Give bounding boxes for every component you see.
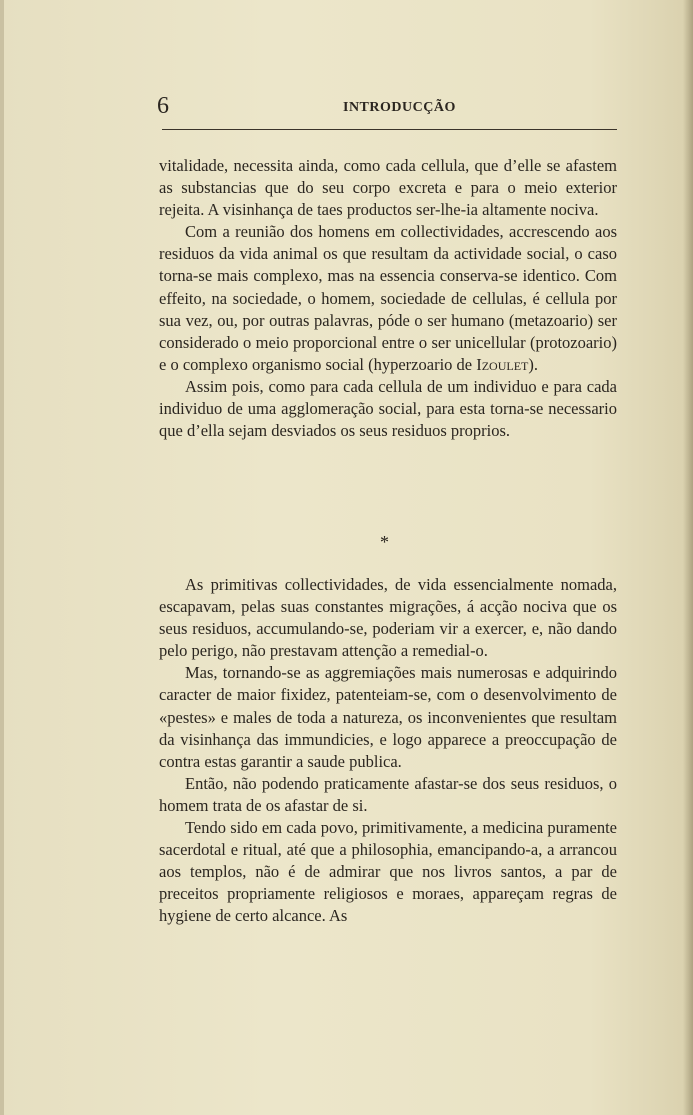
paragraph-entao: Então, não podendo praticamente afastar-se dos seus residuos, o homem trata de os afastar de si. xyxy=(159,773,617,815)
paragraph-assim-pois: Assim pois, como para cada cellula de um individuo e para cada individuo de uma agglomeração social, para esta torna-se necessario que d’ella sejam desviados os seus residuos proprios. xyxy=(159,376,617,441)
paragraph-collectividades-text: Com a reunião dos homens em collectividades, accrescendo aos residuos da vida animal os que resultam da actividade social, o caso torna-se mais complexo, mas na essencia conserva-se identico. Com effeito, na sociedade, o homem, sociedade de cellulas, é cellula por sua vez, ou, por outras palavras, póde o ser humano (metazoario) ser considerado o meio proporcional entre o ser unicellular (protozoario) e o complexo organismo social (hyperzoario de xyxy=(159,222,617,374)
running-head: INTRODUCÇÃO xyxy=(343,100,456,115)
paragraph-collectividades-end: ). xyxy=(528,354,539,374)
page-left-edge xyxy=(0,0,4,1115)
paragraph-continued: vitalidade, necessita ainda, como cada cellula, que d’elle se afastem as substancias que do seu corpo excreta e para o meio exterior rejeita. A visinhança de taes productos ser-lhe-ia altamente nociva. xyxy=(159,156,617,220)
page-number: 6 xyxy=(157,93,169,119)
paragraph-aggremiacoes: Mas, tornando-se as aggremiações mais numerosas e adquirindo caracter de maior fixidez, patenteiam-se, com o desenvolvimento de «pestes» e males de toda a natureza, os inconvenientes que resultam da visinhança das immundicies, e logo apparece a preoccupação de contra estas garantir a saude publica. xyxy=(159,663,617,771)
header-rule xyxy=(162,129,617,130)
section-separator: * xyxy=(380,532,389,552)
paragraph-primitivas: As primitivas collectividades, de vida essencialmente nomada, escapavam, pelas suas constantes migrações, á acção nociva que os seus residuos, accumulando-se, poderiam vir a exercer, e, não dando pelo perigo, não prestavam attenção a remedial-o. xyxy=(159,575,617,661)
paragraph-collectividades xyxy=(159,221,617,376)
text-block-2 xyxy=(159,574,617,928)
author-name: Izoulet xyxy=(476,354,529,374)
text-block-1 xyxy=(159,155,617,442)
page-right-edge xyxy=(683,0,693,1115)
paragraph-medicina: Tendo sido em cada povo, primitivamente, a medicina puramente sacerdotal e ritual, até que a philosophia, emancipando-a, a arrancou aos templos, não é de admirar que nos livros santos, a par de preceitos propriamente religiosos e moraes, appareçam regras de hygiene de certo alcance. As xyxy=(159,818,617,926)
page-header xyxy=(157,92,617,126)
